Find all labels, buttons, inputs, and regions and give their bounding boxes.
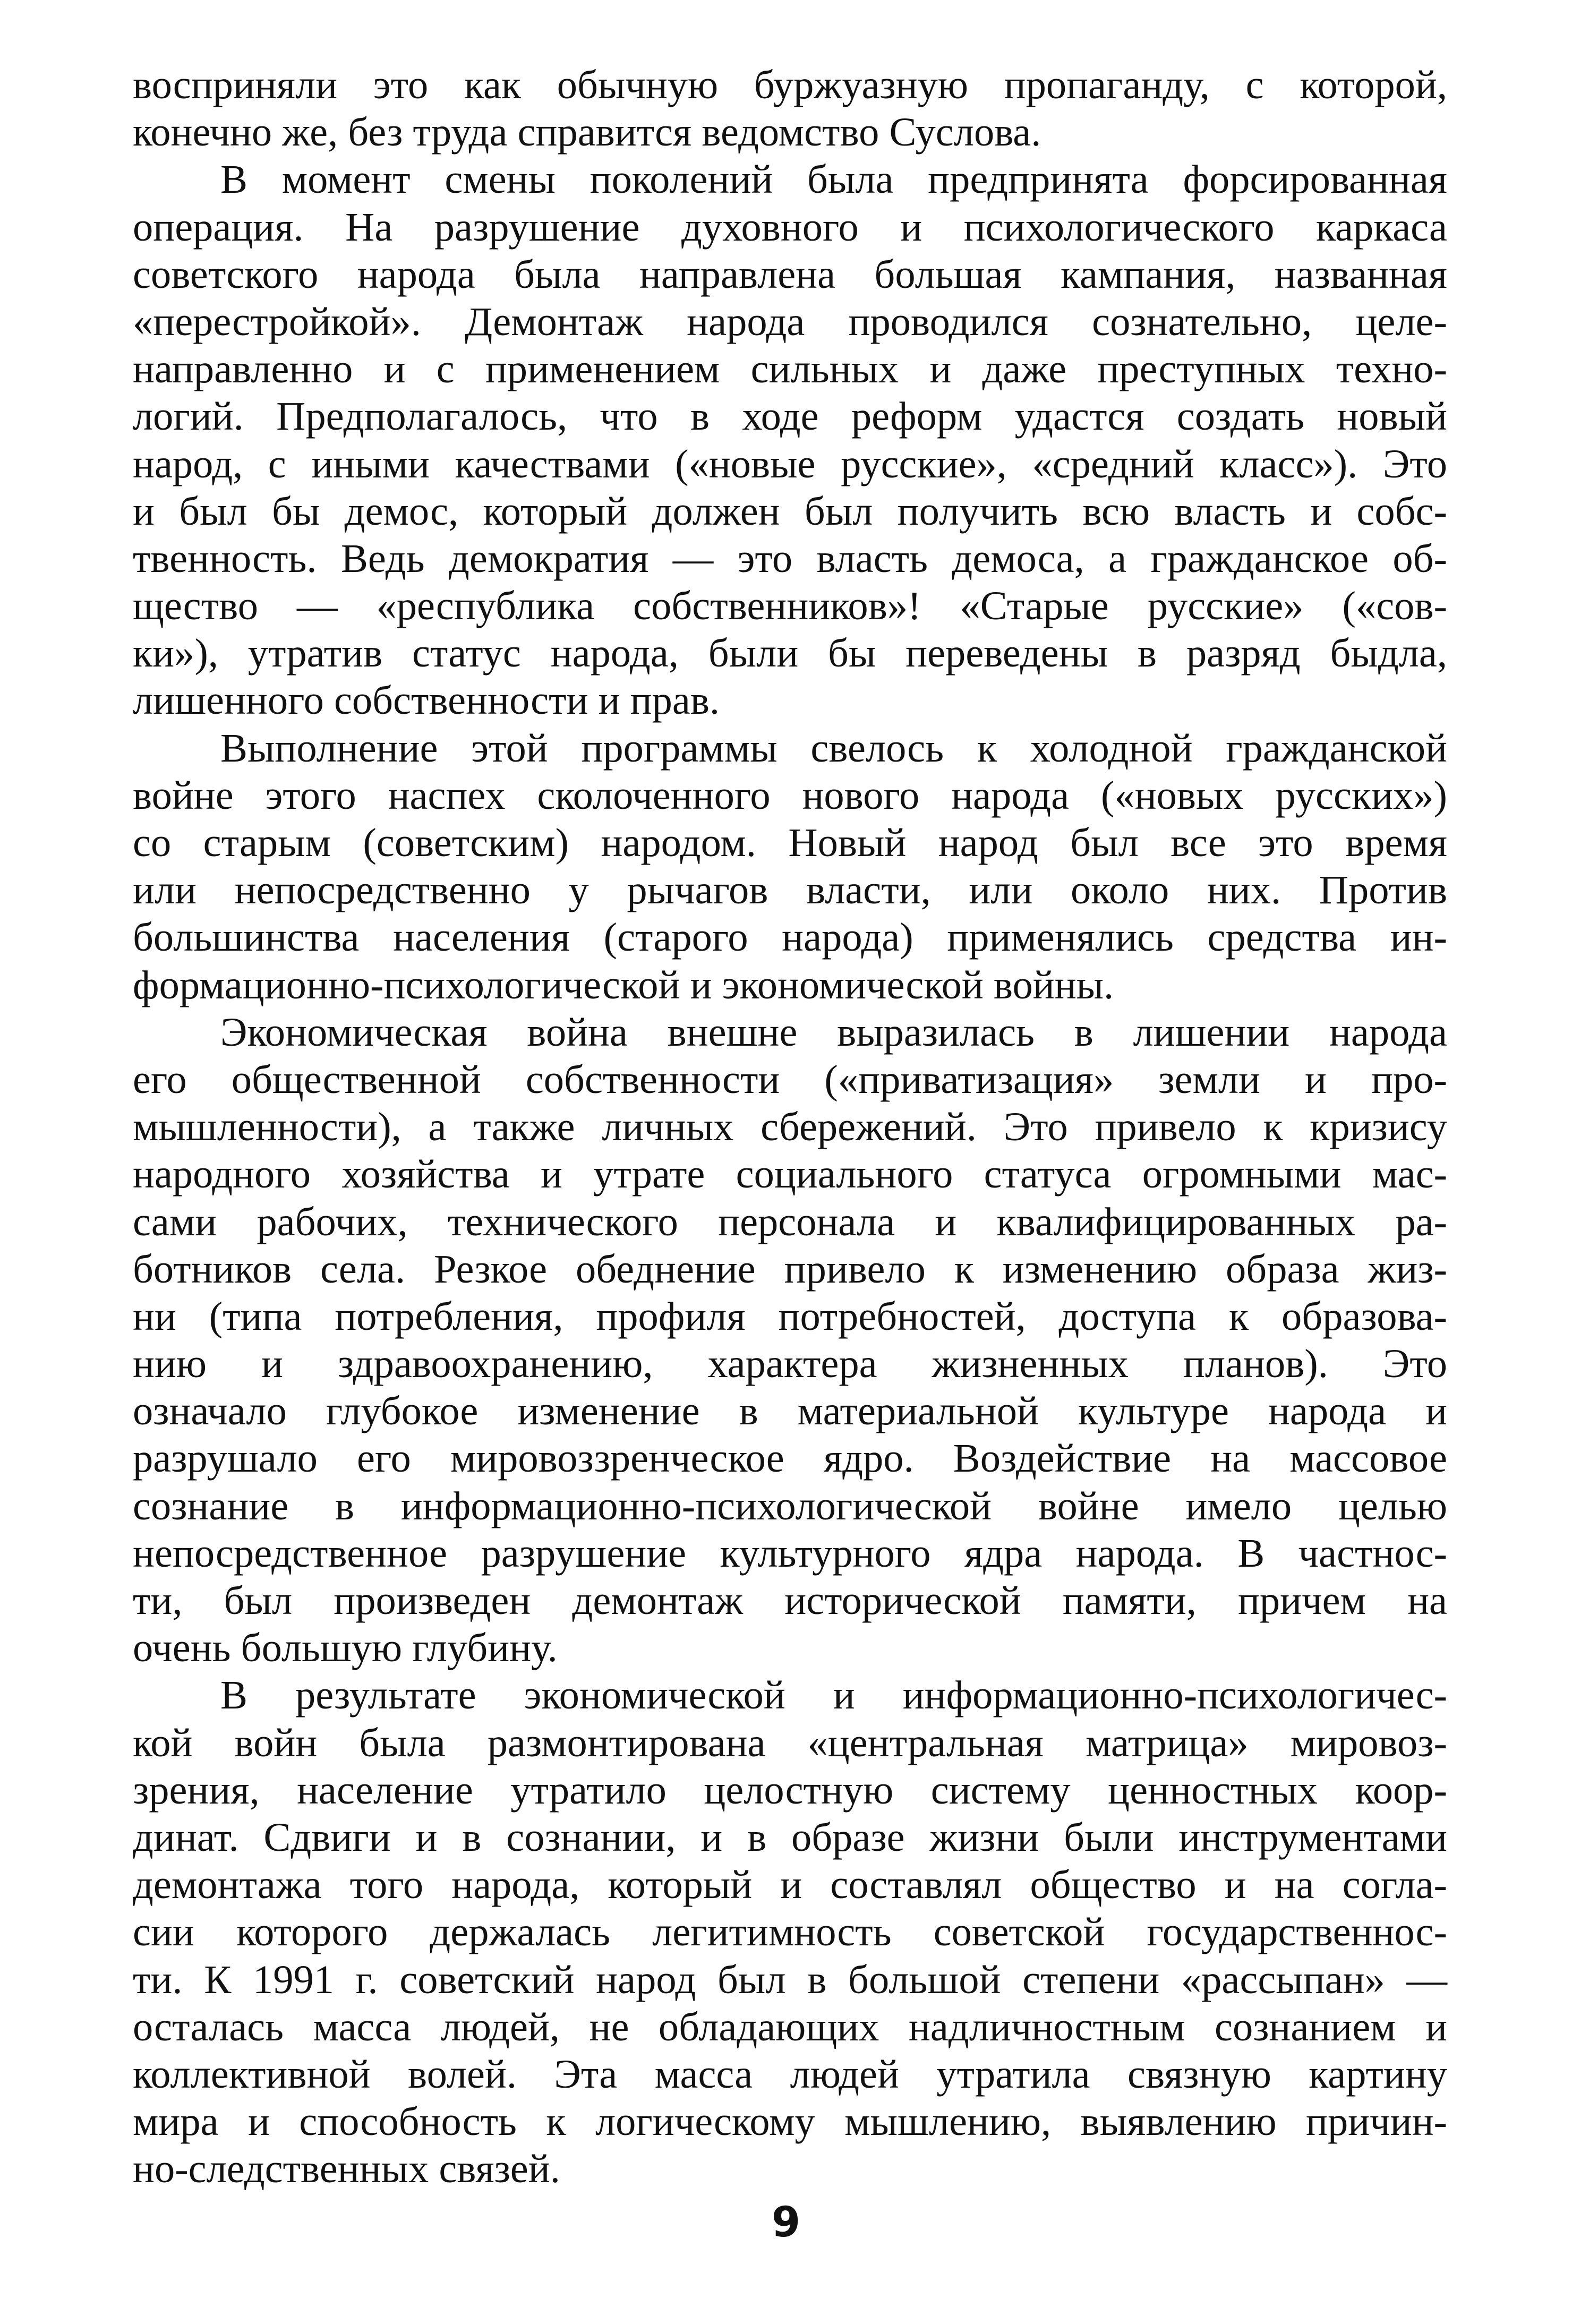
text-line: большинства населения (старого народа) применялись средства ин- bbox=[133, 915, 1447, 960]
text-line: советского народа была направлена большая кампания, названная bbox=[133, 251, 1447, 297]
text-line: войне этого наспех сколоченного нового народа («новых русских») bbox=[133, 772, 1447, 818]
text-line: направленно и с применением сильных и даже преступных техно- bbox=[133, 346, 1447, 392]
text-line: твенность. Ведь демократия — это власть демоса, а гражданское об- bbox=[133, 535, 1447, 581]
text-line: Выполнение этой программы свелось к холодной гражданской bbox=[220, 725, 1447, 771]
text-line: зрения, население утратило целостную систему ценностных коор- bbox=[133, 1767, 1447, 1813]
text-line: разрушало его мировоззренческое ядро. Воздействие на массовое bbox=[133, 1436, 1447, 1481]
text-line: операция. На разрушение духовного и психологического каркаса bbox=[133, 204, 1447, 250]
text-line: народ, с иными качествами («новые русские», «средний класс»). Это bbox=[133, 441, 1447, 486]
text-line: со старым (советским) народом. Новый народ был все это время bbox=[133, 820, 1447, 865]
text-line: сознание в информационно-психологической войне имело целью bbox=[133, 1483, 1447, 1528]
text-line: ти. К 1991 г. советский народ был в большой степени «рассыпан» — bbox=[133, 1956, 1447, 2002]
paragraph bbox=[133, 724, 1447, 1009]
text-line: «перестройкой». Демонтаж народа проводился сознательно, целе- bbox=[133, 298, 1447, 344]
text-line: щество — «республика собственников»! «Старые русские» («сов- bbox=[133, 583, 1447, 629]
text-line: формационно-психологической и экономической войны. bbox=[133, 962, 1114, 1007]
text-line: Экономическая война внешне выразилась в лишении народа bbox=[220, 1009, 1447, 1055]
text-line: ти, был произведен демонтаж исторической памяти, причем на bbox=[133, 1578, 1447, 1623]
text-line: коллективной волей. Эта масса людей утратила связную картину bbox=[133, 2051, 1447, 2097]
text-line: осталась масса людей, не обладающих надличностным сознанием и bbox=[133, 2004, 1447, 2049]
text-line: мира и способность к логическому мышлению, выявлению причин- bbox=[133, 2099, 1447, 2144]
text-line: народного хозяйства и утрате социального статуса огромными мас- bbox=[133, 1151, 1447, 1197]
text-line: логий. Предполагалось, что в ходе реформ удастся создать новый bbox=[133, 394, 1447, 439]
page-body-text bbox=[133, 61, 1447, 2192]
text-line: ки»), утратив статус народа, были бы переведены в разряд быдла, bbox=[133, 630, 1447, 676]
page-number: 9 bbox=[771, 2199, 801, 2246]
text-line: динат. Сдвиги и в сознании, и в образе жизни были инструментами bbox=[133, 1814, 1447, 1860]
text-line: непосредственное разрушение культурного ядра народа. В частнос- bbox=[133, 1530, 1447, 1576]
text-line: ботников села. Резкое обеднение привело к изменению образа жиз- bbox=[133, 1246, 1447, 1292]
text-line: но-следственных связей. bbox=[133, 2146, 560, 2192]
text-line: кой войн была размонтирована «центральная матрица» мировоз- bbox=[133, 1720, 1447, 1765]
text-line: восприняли это как обычную буржуазную пропаганду, с которой, bbox=[133, 62, 1447, 107]
text-line: демонтажа того народа, который и составлял общество и на согла- bbox=[133, 1862, 1447, 1908]
paragraph bbox=[133, 61, 1447, 156]
text-line: мышленности), а также личных сбережений. Это привело к кризису bbox=[133, 1104, 1447, 1150]
paragraph bbox=[133, 156, 1447, 724]
text-line: означало глубокое изменение в материальной культуре народа и bbox=[133, 1388, 1447, 1434]
text-line: сами рабочих, технического персонала и квалифицированных ра- bbox=[133, 1199, 1447, 1244]
paragraph bbox=[133, 1671, 1447, 2192]
text-line: нию и здравоохранению, характера жизненных планов). Это bbox=[133, 1341, 1447, 1387]
paragraph bbox=[133, 1009, 1447, 1672]
text-line: сии которого держалась легитимность советской государственнос- bbox=[133, 1909, 1447, 1955]
text-line: лишенного собственности и прав. bbox=[133, 678, 720, 723]
text-line: его общественной собственности («приватизация» земли и про- bbox=[133, 1056, 1447, 1102]
text-line: конечно же, без труда справится ведомство Суслова. bbox=[133, 109, 1041, 155]
text-line: В момент смены поколений была предпринята форсированная bbox=[220, 157, 1447, 202]
text-line: и был бы демос, который должен был получить всю власть и собс- bbox=[133, 488, 1447, 534]
text-line: В результате экономической и информационно-психологичес- bbox=[220, 1672, 1447, 1718]
text-line: очень большую глубину. bbox=[133, 1625, 558, 1671]
text-line: или непосредственно у рычагов власти, или около них. Против bbox=[133, 867, 1447, 913]
text-line: ни (типа потребления, профиля потребностей, доступа к образова- bbox=[133, 1293, 1447, 1339]
